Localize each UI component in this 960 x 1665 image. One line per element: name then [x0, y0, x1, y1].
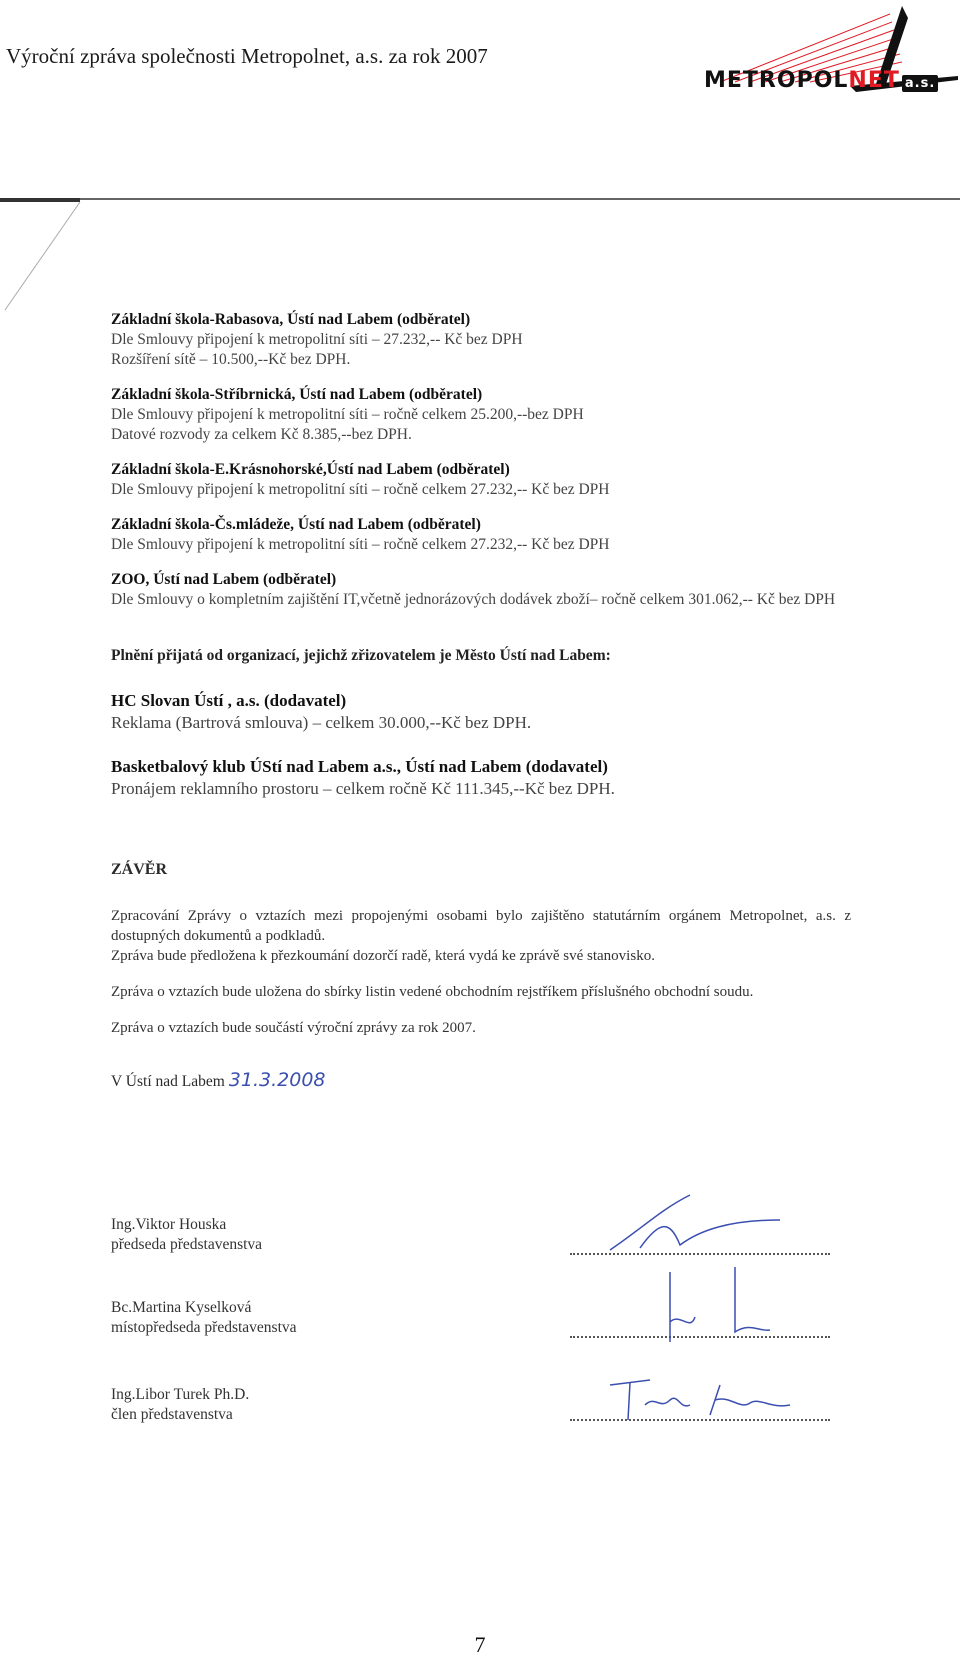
- logo-suffix: a.s.: [902, 75, 938, 92]
- org-hc-slovan: [111, 690, 851, 734]
- logo-text-red: NET: [848, 68, 900, 93]
- entry-title: Základní škola-Čs.mládeže, Ústí nad Labem (odběratel): [111, 516, 481, 533]
- entry-title: Základní škola-Stříbrnická, Ústí nad Labem (odběratel): [111, 386, 483, 403]
- conclusion-paragraph-group: [111, 906, 851, 966]
- entry-line: Datové rozvody za celkem Kč 8.385,--bez DPH.: [111, 426, 412, 443]
- logo-text-dark: METROPOL: [704, 68, 849, 93]
- conclusion-paragraph: Zpracování Zprávy o vztazích mezi propojenými osobami bylo zajištěno statutárním orgánem Metropolnet, a.s. z dostupných dokumentů a podkladů.: [111, 908, 851, 944]
- entry-line: Rozšíření sítě – 10.500,--Kč bez DPH.: [111, 351, 351, 368]
- signatory-name: Ing.Viktor Houska: [111, 1216, 227, 1233]
- scan-top-border: [0, 198, 960, 200]
- handwritten-date: 31.3.2008: [228, 1069, 326, 1091]
- entry-zs-cs-mladeze: [111, 515, 851, 555]
- entry-line: Dle Smlouvy připojení k metropolitní síti – ročně celkem 27.232,-- Kč bez DPH: [111, 481, 610, 498]
- entry-line: Dle Smlouvy připojení k metropolitní síti – ročně celkem 25.200,--bez DPH: [111, 406, 584, 423]
- signature-kyselkova: [660, 1262, 800, 1382]
- report-header-title: Výroční zpráva společnosti Metropolnet, a.s. za rok 2007: [6, 44, 488, 68]
- scan-diagonal-artifact: [0, 200, 90, 320]
- org-title: Basketbalový klub ÚStí nad Labem a.s., Ústí nad Labem (dodavatel): [111, 757, 608, 776]
- org-line: Pronájem reklamního prostoru – celkem ročně Kč 111.345,--Kč bez DPH.: [111, 779, 615, 798]
- entry-zoo: [111, 570, 851, 610]
- signatory-role: člen představenstva: [111, 1406, 233, 1423]
- signatory-name: Bc.Martina Kyselková: [111, 1299, 252, 1316]
- metropolnet-logo: [680, 4, 960, 104]
- conclusion-heading: ZÁVĚR: [111, 861, 168, 878]
- org-title: HC Slovan Ústí , a.s. (dodavatel): [111, 691, 347, 710]
- section-heading: Plnění přijatá od organizací, jejichž zřizovatelem je Město Ústí nad Labem:: [111, 647, 611, 664]
- place-and-date: [111, 1070, 851, 1092]
- signatory-houska: [111, 1215, 262, 1255]
- signatory-role: předseda představenstva: [111, 1236, 263, 1253]
- signatory-name: Ing.Libor Turek Ph.D.: [111, 1386, 250, 1403]
- entry-zs-krasnohorske: [111, 460, 851, 500]
- signatory-turek: [111, 1385, 249, 1425]
- conclusion-paragraph: Zpráva bude předložena k přezkoumání dozorčí radě, která vydá ke zprávě své stanovisko.: [111, 948, 655, 964]
- conclusion-paragraph: Zpráva o vztazích bude uložena do sbírky listin vedené obchodním rejstříkem příslušného obchodní soudu.: [111, 984, 754, 1000]
- org-line: Reklama (Bartrová smlouva) – celkem 30.000,--Kč bez DPH.: [111, 713, 532, 732]
- signature-turek: [600, 1365, 820, 1425]
- signatory-role: místopředseda představenstva: [111, 1319, 297, 1336]
- entry-line: Dle Smlouvy o kompletním zajištění IT,včetně jednorázových dodávek zboží– ročně celkem 301.062,-- Kč bez DPH: [111, 591, 836, 608]
- entry-title: ZOO, Ústí nad Labem (odběratel): [111, 571, 337, 588]
- entry-zs-rabasova: [111, 310, 851, 370]
- entry-title: Základní škola-Rabasova, Ústí nad Labem (odběratel): [111, 311, 471, 328]
- conclusion-paragraph: Zpráva o vztazích bude součástí výroční zprávy za rok 2007.: [111, 1020, 476, 1036]
- entry-line: Dle Smlouvy připojení k metropolitní síti – ročně celkem 27.232,-- Kč bez DPH: [111, 536, 610, 553]
- entry-zs-stribrnicka: [111, 385, 851, 445]
- document-body: [111, 310, 851, 1092]
- signature-houska: [600, 1190, 800, 1260]
- org-basketbal: [111, 756, 851, 800]
- entry-title: Základní škola-E.Krásnohorské,Ústí nad Labem (odběratel): [111, 461, 510, 478]
- entry-line: Dle Smlouvy připojení k metropolitní síti – 27.232,-- Kč bez DPH: [111, 331, 523, 348]
- page-number: 7: [474, 1632, 486, 1657]
- place-label: V Ústí nad Labem: [111, 1073, 225, 1090]
- signatory-kyselkova: [111, 1298, 297, 1338]
- logo-wordmark: [704, 68, 938, 93]
